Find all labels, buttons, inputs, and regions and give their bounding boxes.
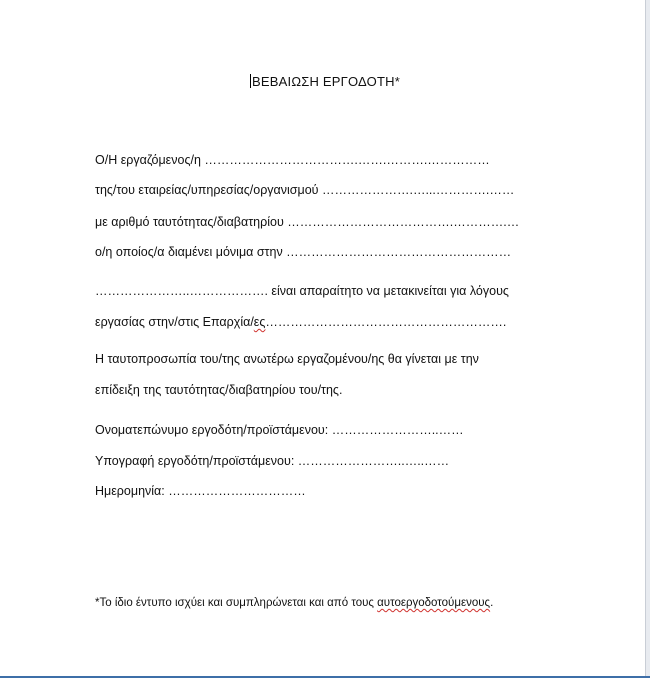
line-date: Ημερομηνία: ……………………………: [95, 484, 306, 498]
line-residence: ο/η οποίος/α διαμένει μόνιμα στην ………………………………………………: [95, 245, 512, 259]
line-company: της/του εταιρείας/υπηρεσίας/οργανισμού ………………….…...………….……: [95, 183, 515, 197]
line-identification-2: επίδειξη της ταυτότητας/διαβατηρίου του/της.: [95, 383, 343, 397]
document-title: [0, 74, 650, 89]
line-employee: Ο/Η εργαζόμενος/η ……………………………….…….……….……………: [95, 153, 490, 167]
line-employer-name: Ονοματεπώνυμο εργοδότη/προϊστάμενου: ……………………..……: [95, 423, 464, 437]
line-id-number: με αριθμό ταυτότητας/διαβατηρίου ………………………………….………….…: [95, 215, 520, 229]
line-province: [95, 314, 506, 330]
footnote-prefix: *Το ίδιο έντυπο ισχύει και συμπληρώνεται και από τους: [95, 597, 378, 609]
title-text: ΒΕΒΑΙΩΣΗ ΕΡΓΟΔΟΤΗ*: [252, 74, 400, 89]
province-prefix: εργασίας στην/στις Επαρχία/: [95, 315, 254, 329]
footnote-suffix: .: [490, 597, 494, 609]
line-employer-signature: Υπογραφή εργοδότη/προϊστάμενου: ……………………..…..……: [95, 454, 450, 468]
line-identification-1: Η ταυτοπροσωπία του/της ανωτέρω εργαζομένου/ης θα γίνεται με την: [95, 352, 479, 366]
spellcheck-mark: ες: [253, 315, 266, 329]
footnote-spellcheck-mark: αυτοεργοδοτούμενους: [377, 597, 491, 609]
province-suffix: ………………………………………………….: [265, 315, 507, 329]
line-must-travel: …………………..………………. είναι απαραίτητο να μετακινείται για λόγους: [95, 284, 509, 298]
text-cursor: [250, 74, 251, 88]
page-right-edge: [645, 0, 650, 678]
footnote: [95, 597, 493, 609]
